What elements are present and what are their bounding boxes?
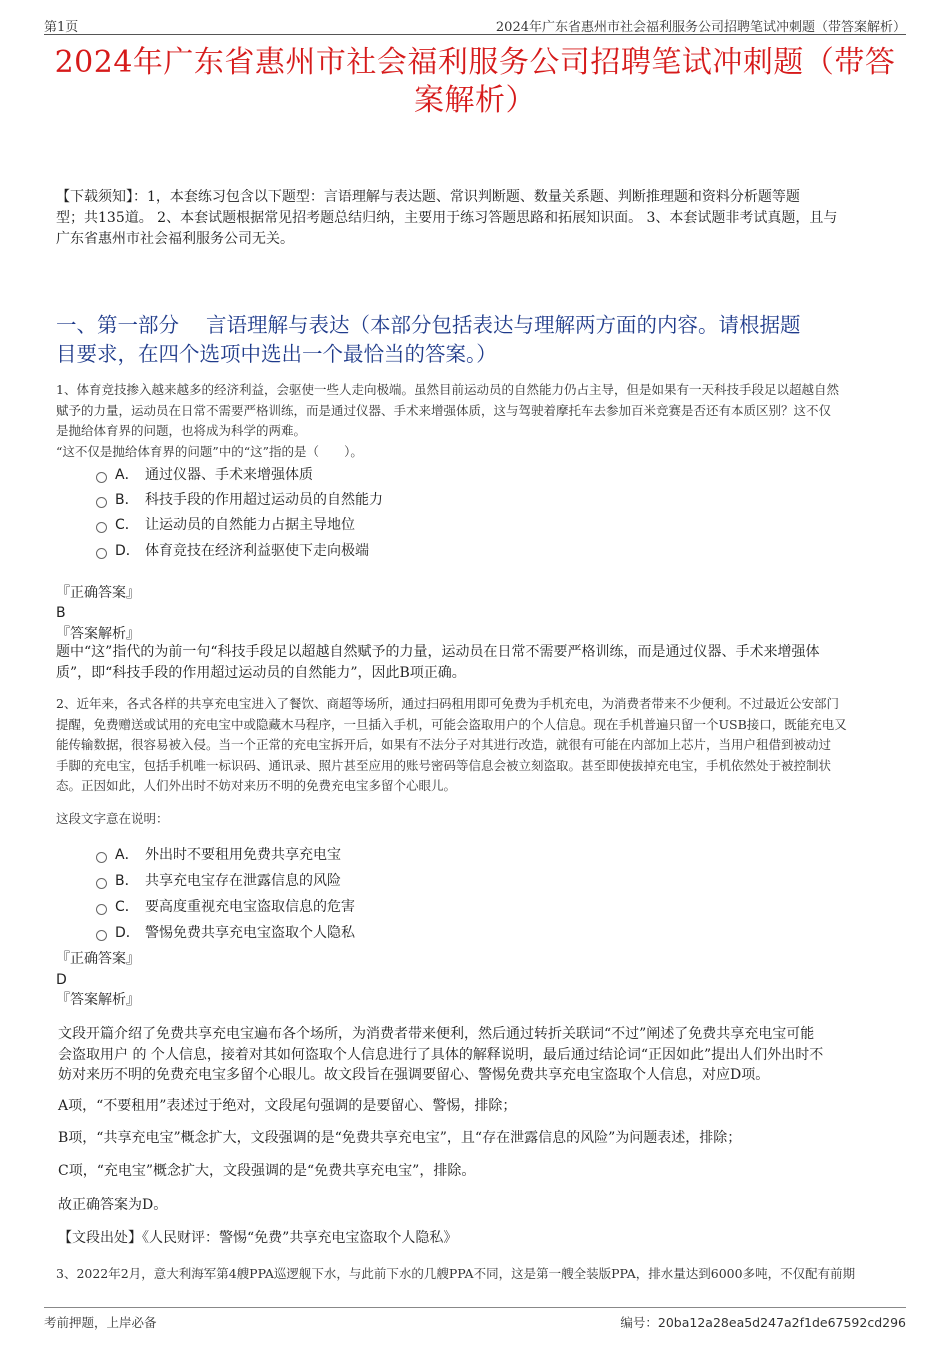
title-line-1: 2024年广东省惠州市社会福利服务公司招聘笔试冲刺题（带答 [54,45,896,80]
footer-code-value: 20ba12a28ea5d247a2f1de67592cd296 [657,1315,906,1330]
q2-answer: D [56,972,67,988]
radio-icon[interactable] [96,930,107,941]
section-heading-line-2: 目要求，在四个选项中选出一个最恰当的答案。） [56,342,497,366]
option-letter: A． [115,467,139,483]
option-text: 体育竞技在经济利益驱使下走向极端 [145,543,369,559]
q1-stem-line: “这不仅是抛给体育界的问题”中的“这”指的是（ ）。 [56,443,363,459]
footer-code-label: 编号： [620,1315,658,1330]
q1-stem-line: 1、体育竞技掺入越来越多的经济利益，会驱使一些人走向极端。虽然目前运动员的自然能力仍占主导，但是如果有一天科技手段足以超越自然 [56,382,839,397]
q1-option-a[interactable] [96,465,313,485]
q2-question: 这段文字意在说明： [56,811,169,826]
option-letter: C． [115,517,139,533]
q1-analysis-label: 『答案解析』 [56,626,140,642]
q2-stem-line: 能传输数据，很容易被入侵。当一个正常的充电宝拆开后，如果有不法分子对其进行改造，就很有可能在内部加上芯片，当用户租借到被动过 [56,737,832,752]
q2-analysis-label: 『答案解析』 [56,992,140,1008]
notice-line-1: 【下载须知】：1，本套练习包含以下题型：言语理解与表达题、常识判断题、数量关系题、判断推理题和资料分析题等题 [56,189,800,205]
q3-stem: 3、2022年2月，意大利海军第4艘PPA巡逻舰下水，与此前下水的几艘PPA不同，这是第一艘全装版PPA，排水量达到6000多吨，不仅配有前期 [56,1266,856,1281]
option-letter: A． [115,847,139,863]
q2-stem [56,694,900,797]
q1-stem [56,380,900,462]
radio-icon[interactable] [96,904,107,915]
q2-option-c[interactable] [96,897,355,917]
title-line-2: 案解析） [414,83,536,118]
download-notice [56,187,900,250]
option-letter: B． [115,492,139,508]
q2-stem-line: 提醒，免费赠送或试用的充电宝中或隐藏木马程序，一旦插入手机，可能会盗取用户的个人信息。现在手机普遍只留一个USB接口，既能充电又 [56,716,847,732]
option-text: 让运动员的自然能力占据主导地位 [145,517,355,533]
q2-option-b[interactable] [96,871,341,891]
q2-answer-label: 『正确答案』 [56,951,140,967]
q1-stem-line: 是抛给体育界的问题，也将成为科学的两难。 [56,423,307,438]
header-divider [44,34,906,35]
q2-conclusion: 故正确答案为D。 [58,1197,168,1213]
radio-icon[interactable] [96,852,107,863]
footer-divider [44,1307,906,1308]
section-heading-line-1: 一、第一部分 言语理解与表达（本部分包括表达与理解两方面的内容。请根据题 [56,313,801,337]
page-number: 第1页 [44,20,79,35]
q2-stem-line: 态。正因如此，人们外出时不妨对来历不明的免费充电宝多留个心眼儿。 [56,778,457,793]
radio-icon[interactable] [96,472,107,483]
option-text: 共享充电宝存在泄露信息的风险 [145,873,341,889]
q1-option-c[interactable] [96,515,355,535]
radio-icon[interactable] [96,497,107,508]
q1-answer-label: 『正确答案』 [56,585,140,601]
q1-analysis-line: 质”，即“科技手段的作用超过运动员的自然能力”，因此B项正确。 [56,664,466,681]
option-text: 要高度重视充电宝盗取信息的危害 [145,899,355,915]
option-letter: C． [115,899,139,915]
q1-option-d[interactable] [96,541,369,561]
q2-analysis-line: 妨对来历不明的免费充电宝多留个心眼儿。故文段旨在强调要留心、警惕免费共享充电宝盗取个人信息，对应D项。 [58,1067,770,1083]
q2-analysis-line: 文段开篇介绍了免费共享充电宝遍布各个场所，为消费者带来便利，然后通过转折关联词“不过”阐述了免费共享充电宝可能 [58,1026,815,1042]
footer-slogan: 考前押题，上岸必备 [44,1315,157,1330]
option-text: 警惕免费共享充电宝盗取个人隐私 [145,925,355,941]
footer-code [620,1313,906,1331]
radio-icon[interactable] [96,878,107,889]
q2-source: 【文段出处】《人民财评：警惕“免费”共享充电宝盗取个人隐私》 [58,1230,458,1246]
option-letter: D． [115,543,140,559]
q2-note-a: A项，“不要租用”表述过于绝对，文段尾句强调的是要留心、警惕，排除； [58,1098,517,1114]
option-text: 通过仪器、手术来增强体质 [145,467,313,483]
q2-analysis [58,1024,900,1086]
q2-stem-line: 手脚的充电宝，包括手机唯一标识码、通讯录、照片甚至应用的账号密码等信息会被立刻盗取。甚至即使拔掉充电宝，手机依然处于被控制状 [56,757,832,773]
q1-analysis [56,642,900,683]
radio-icon[interactable] [96,548,107,559]
option-text: 科技手段的作用超过运动员的自然能力 [145,492,383,508]
document-title [44,44,906,120]
option-letter: B． [115,873,139,889]
section-heading [56,311,894,369]
q2-analysis-line: 会盗取用户 的 个人信息，接着对其如何盗取个人信息进行了具体的解释说明，最后通过结论词“正因如此”提出人们外出时不 [58,1046,824,1063]
running-title: 2024年广东省惠州市社会福利服务公司招聘笔试冲刺题（带答案解析） [495,20,906,35]
notice-line-2: 型；共135道。 2、本套试题根据常见招考题总结归纳，主要用于练习答题思路和拓展知识面。 3、本套试题非考试真题，且与 [56,210,838,226]
q1-analysis-line: 题中“这”指代的为前一句“科技手段足以超越自然赋予的力量，运动员在日常不需要严格训练，而是通过仪器、手术来增强体 [56,644,820,660]
notice-line-3: 广东省惠州市社会福利服务公司无关。 [56,231,294,247]
q1-answer: B [56,605,66,621]
radio-icon[interactable] [96,522,107,533]
q2-option-d[interactable] [96,923,355,943]
q2-note-b: B项，“共享充电宝”概念扩大，文段强调的是“免费共享充电宝”，且“存在泄露信息的风险”为问题表述，排除； [58,1130,742,1146]
option-text: 外出时不要租用免费共享充电宝 [145,847,341,863]
q1-stem-line: 赋予的力量，运动员在日常不需要严格训练，而是通过仪器、手术来增强体质，这与驾驶着摩托车去参加百米竞赛是否还有本质区别？这不仅 [56,402,832,418]
q2-note-c: C项，“充电宝”概念扩大，文段强调的是“免费共享充电宝”，排除。 [58,1163,476,1179]
option-letter: D． [115,925,140,941]
q2-stem-line: 2、近年来，各式各样的共享充电宝进入了餐饮、商超等场所，通过扫码租用即可免费为手机充电，为消费者带来不少便利。不过最近公安部门 [56,696,839,711]
q1-option-b[interactable] [96,490,383,510]
q2-option-a[interactable] [96,845,341,865]
